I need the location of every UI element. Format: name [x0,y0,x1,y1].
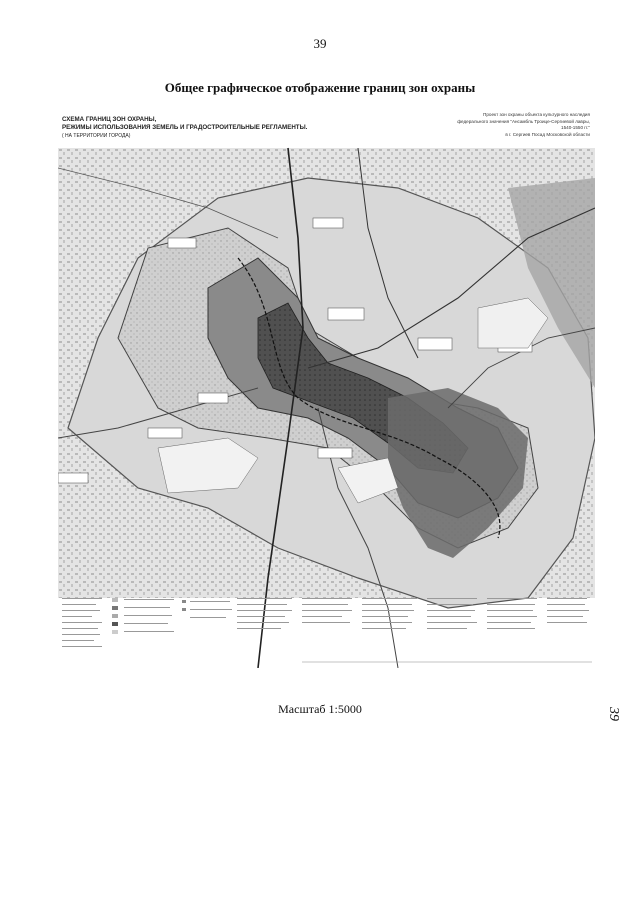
page-number: 39 [313,36,327,51]
map-scale: Масштаб 1:5000 [278,702,362,716]
side-page-number: 39 [606,707,621,721]
map-title-line2: РЕЖИМЫ ИСПОЛЬЗОВАНИЯ ЗЕМЕЛЬ И ГРАДОСТРОИТЕЛЬНЫЕ РЕГЛАМЕНТЫ. [62,124,308,131]
project-line3: 1540-1550 гг." [561,125,590,130]
project-line2: федерального значения "Ансамбль Троице-Сергиевой лавры, [457,118,590,124]
map-legend [62,596,592,666]
protection-zones-map [58,108,595,668]
project-line1: Проект зон охраны объекта культурного наследия [483,112,590,117]
map-title-line3: ( НА ТЕРРИТОРИИ ГОРОДА) [62,133,131,139]
project-line4: в г. Сергиев Посад Московской области [505,131,590,137]
map-title-line1: СХЕМА ГРАНИЦ ЗОН ОХРАНЫ, [62,116,157,123]
page-title: Общее графическое отображение границ зон охраны [164,80,476,95]
